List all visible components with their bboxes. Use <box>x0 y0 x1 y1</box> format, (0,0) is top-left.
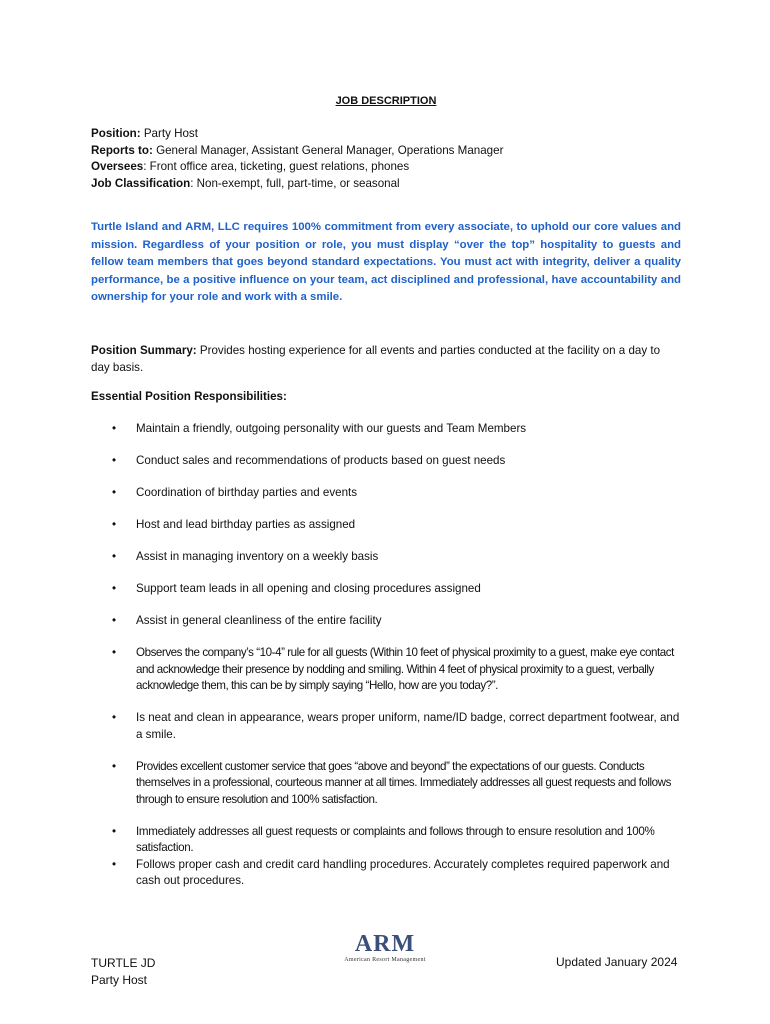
list-item-text: Assist in managing inventory on a weekly basis <box>136 550 379 563</box>
footer-doc-code: TURTLE JD <box>91 956 156 970</box>
responsibilities-heading: Essential Position Responsibilities: <box>91 390 287 403</box>
list-item-text: Provides excellent customer service that goes “above and beyond” the expectations of our guests. Conducts themselves in a professional, courteous manner at all times. Immediately addresses all guest requests and follows through to ensure resolution and 100% satisfaction. <box>136 759 671 806</box>
logo-mark: ARM <box>354 931 416 957</box>
list-item <box>91 581 681 598</box>
position-line <box>91 126 503 143</box>
position-value: Party Host <box>140 127 198 140</box>
list-item <box>91 517 681 534</box>
list-item <box>91 549 681 566</box>
bullet-icon: • <box>112 486 117 499</box>
list-item <box>91 645 681 695</box>
position-label: Position: <box>91 127 141 140</box>
bullet-icon: • <box>112 614 117 627</box>
list-item-text: Observes the company’s “10-4” rule for all guests (Within 10 feet of physical proximity to a guest, make eye contact and acknowledge their presence by nodding and smiling. Within 4 feet of physical proximity to a guest, verbally acknowledge them, this can be by simply saying “Hello, how are you today?”. <box>136 646 674 692</box>
bullet-icon: • <box>112 422 117 435</box>
oversees-line <box>91 159 503 176</box>
bullet-icon: • <box>112 759 116 773</box>
bullet-icon: • <box>112 711 117 724</box>
position-summary <box>91 342 681 376</box>
responsibilities-list <box>91 421 681 890</box>
list-item <box>91 857 681 890</box>
list-item <box>91 485 681 502</box>
bullet-icon: • <box>112 550 117 563</box>
footer-position: Party Host <box>91 973 148 987</box>
oversees-label: Oversees <box>91 160 144 173</box>
bullet-icon: • <box>112 582 117 595</box>
list-item-text: Coordination of birthday parties and events <box>136 486 358 499</box>
reports-to-line <box>91 143 503 160</box>
footer-updated-date: Updated January 2024 <box>556 955 678 969</box>
list-item-text: Maintain a friendly, outgoing personality with our guests and Team Members <box>136 422 527 435</box>
document-title: JOB DESCRIPTION <box>335 95 437 107</box>
list-item <box>91 710 681 743</box>
oversees-value: : Front office area, ticketing, guest relations, phones <box>143 160 410 173</box>
classification-value: : Non-exempt, full, part-time, or seasonal <box>190 176 400 190</box>
list-item <box>91 421 681 438</box>
footer-left <box>91 955 155 989</box>
classification-line <box>91 176 503 193</box>
bullet-icon: • <box>112 824 116 838</box>
list-item-text: Is neat and clean in appearance, wears proper uniform, name/ID badge, correct department footwear, and a smile. <box>136 711 680 741</box>
list-item-text: Conduct sales and recommendations of products based on guest needs <box>136 454 506 467</box>
job-meta <box>91 126 503 192</box>
reports-to-value: General Manager, Assistant General Manager, Operations Manager <box>152 143 504 157</box>
summary-label: Position Summary: <box>91 344 197 357</box>
list-item-text: Assist in general cleanliness of the entire facility <box>136 614 382 627</box>
bullet-icon: • <box>112 857 117 871</box>
list-item <box>91 613 681 630</box>
bullet-icon: • <box>112 518 117 531</box>
summary-text: Provides hosting experience for all events and parties conducted at the facility on a day to day basis. <box>91 344 661 374</box>
bullet-icon: • <box>112 454 117 467</box>
list-item <box>91 453 681 470</box>
logo-subtitle: American Resort Management <box>344 957 426 963</box>
list-item-text: Support team leads in all opening and closing procedures assigned <box>136 582 481 595</box>
list-item-text: Immediately addresses all guest requests or complaints and follows through to ensure resolution and 100% satisfaction. <box>136 824 655 854</box>
reports-to-label: Reports to: <box>91 143 153 157</box>
list-item-text: Follows proper cash and credit card handling procedures. Accurately completes required paperwork and cash out procedures. <box>136 857 670 887</box>
list-item <box>91 759 681 809</box>
list-item <box>91 824 681 857</box>
list-item-text: Host and lead birthday parties as assigned <box>136 518 356 531</box>
bullet-icon: • <box>112 646 116 659</box>
mission-statement: Turtle Island and ARM, LLC requires 100% commitment from every associate, to uphold our core values and mission. Regardless of your position or role, you must display “over the top” hospitality to guests and fellow team members that goes beyond standard expectations. You must act with integrity, deliver a quality performance, be a positive influence on your team, act disciplined and professional, have accountability and ownership for your role and work with a smile. <box>91 221 681 303</box>
classification-label: Job Classification <box>91 176 191 190</box>
arm-logo <box>332 932 438 972</box>
